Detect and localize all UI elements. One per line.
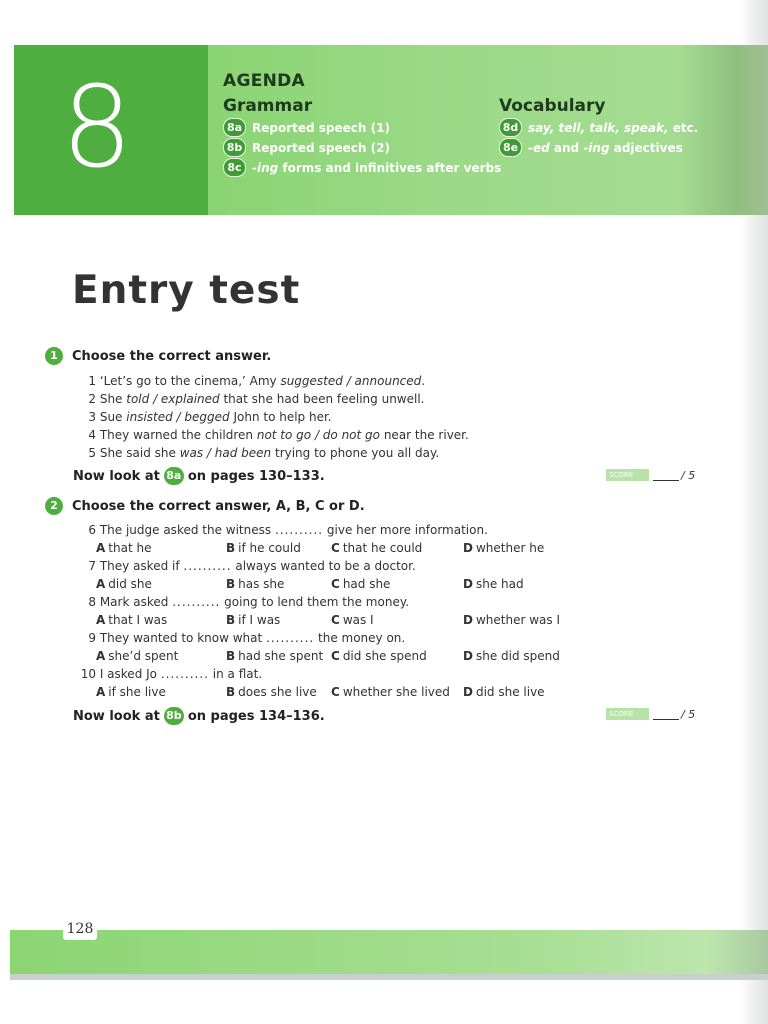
section-number-badge: 2 [45,497,63,515]
option-c: C whether she lived [331,685,450,699]
question-1: 1 ‘Let’s go to the cinema,’ Amy suggested / announced. [88,374,426,388]
footer-rule [10,974,768,980]
option-b: B if he could [226,541,301,555]
agenda-item-8b [223,138,390,157]
question-4: 4 They warned the children not to go / do not go near the river. [88,428,469,442]
agenda-item-text: Reported speech (1) [252,120,390,135]
now-look-at-8a: Now look at 8a on pages 130–133. [73,468,325,484]
chapter-box [14,45,208,215]
option-c: C had she [331,577,391,591]
option-d: D she did spend [463,649,560,663]
option-b: B if I was [226,613,281,627]
agenda-item-8a [223,118,390,137]
section-1-heading [45,347,271,365]
question-10: 10 I asked Jo .......... in a flat. [80,667,263,681]
question-5: 5 She said she was / had been trying to phone you all day. [88,446,440,460]
score-total: / 5 [681,707,696,721]
chapter-number: 8 [61,63,133,193]
grammar-heading: Grammar [223,96,313,116]
now-look-at-8b: Now look at 8b on pages 134–136. [73,708,325,724]
unit-badge: 8a [223,118,246,137]
question-8: 8 Mark asked .......... going to lend them the money. [88,595,410,609]
option-b: B does she live [226,685,317,699]
score-blank [653,709,679,720]
score-box-2 [606,707,695,721]
score-total: / 5 [681,468,696,482]
unit-badge: 8d [499,118,522,137]
option-d: D did she live [463,685,545,699]
option-b: B has she [226,577,285,591]
agenda-item-8e [499,138,683,157]
section-2-heading [45,497,365,515]
unit-badge: 8c [223,158,246,177]
option-a: A did she [96,577,152,591]
option-c: C did she spend [331,649,427,663]
option-a: A that I was [96,613,168,627]
option-d: D whether he [463,541,545,555]
question-9: 9 They wanted to know what .......... the money on. [88,631,406,645]
agenda-title: AGENDA [223,71,306,91]
option-d: D she had [463,577,524,591]
option-a: A that he [96,541,152,555]
score-blank [653,470,679,481]
score-label: SCORE [606,708,649,720]
agenda-item-text: Reported speech (2) [252,140,390,155]
footer-band [10,930,768,974]
question-2: 2 She told / explained that she had been feeling unwell. [88,392,425,406]
option-c: C was I [331,613,374,627]
vocabulary-heading: Vocabulary [499,96,606,116]
option-c: C that he could [331,541,423,555]
agenda-item-text: -ing forms and infinitives after verbs [252,160,502,175]
agenda-item-text: -ed and -ing adjectives [528,140,683,155]
page-title: Entry test [72,268,301,313]
option-a: A she’d spent [96,649,179,663]
score-box-1 [606,468,695,482]
page-number: 128 [63,918,97,940]
section-number-badge: 1 [45,347,63,365]
unit-badge: 8b [164,707,184,725]
agenda-item-8d [499,118,698,137]
question-3: 3 Sue insisted / begged John to help her. [88,410,332,424]
section-instruction: Choose the correct answer. [72,348,272,364]
unit-badge: 8a [164,467,184,485]
unit-badge: 8e [499,138,522,157]
option-b: B had she spent [226,649,324,663]
question-6: 6 The judge asked the witness .......... give her more information. [88,523,488,537]
unit-badge: 8b [223,138,246,157]
agenda-item-text: say, tell, talk, speak, etc. [528,120,699,135]
option-a: A if she live [96,685,166,699]
agenda-item-8c [223,158,501,177]
question-7: 7 They asked if .......... always wanted to be a doctor. [88,559,416,573]
option-d: D whether was I [463,613,560,627]
score-label: SCORE [606,469,649,481]
section-instruction: Choose the correct answer, A, B, C or D. [72,498,365,514]
